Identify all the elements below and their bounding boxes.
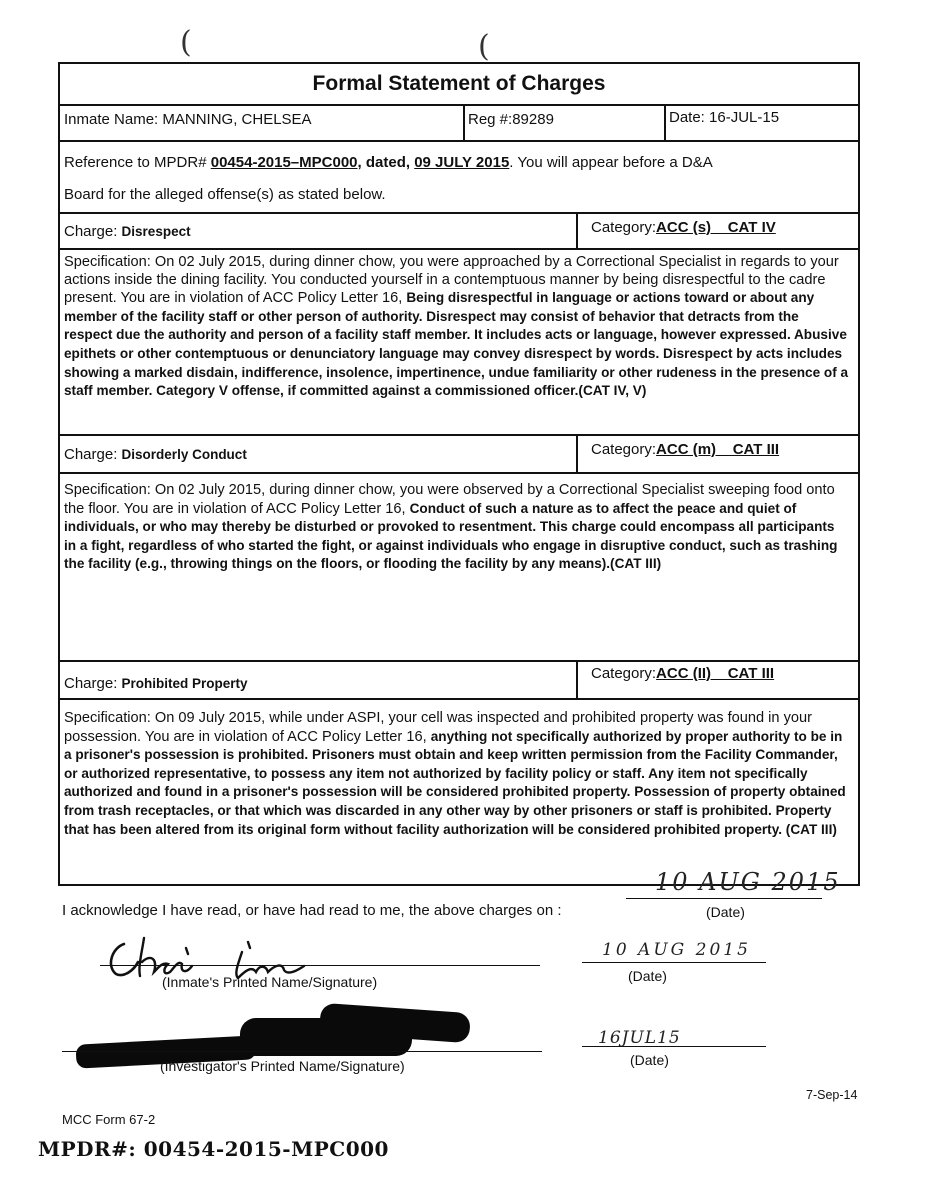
acknowledgement-text: I acknowledge I have read, or have had read to me, the above charges on : [62, 902, 562, 919]
acknowledgement-date: 10 AUG 2015 [655, 868, 841, 896]
category-label: Category: [591, 219, 657, 236]
mpdr-number: 00454-2015–MPC000 [210, 154, 358, 171]
inmate-name: Inmate Name: MANNING, CHELSEA [64, 111, 312, 128]
category-value: ACC (m) CAT III [656, 441, 780, 458]
spec-plain: Specification: On 09 July 2015, while under ASPI, your cell was inspected and prohibited property was found in your possession. You are in violation of ACC Policy Letter 16, [64, 710, 812, 745]
reference-prefix: Reference to MPDR# [64, 154, 211, 171]
statement-date: Date: 16-JUL-15 [669, 109, 780, 126]
category-label: Category: [591, 665, 657, 682]
investigator-signature-line [62, 1051, 542, 1052]
header-row [60, 106, 858, 142]
acknowledgement-date-label: (Date) [706, 904, 745, 920]
charge-1 [64, 223, 191, 240]
category-label: Category: [591, 441, 657, 458]
charge-row-3 [60, 662, 858, 700]
spec-plain: Specification: On 02 July 2015, during dinner chow, you were observed by a Correctional Specialist sweeping food onto the floor. You are in violation of ACC Policy Letter 16, [64, 482, 835, 517]
reference-line [64, 154, 713, 171]
acknowledgement-date-line [626, 898, 822, 899]
inmate-date-label: (Date) [628, 968, 667, 984]
charge-name: Prohibited Property [121, 676, 248, 691]
category-value: ACC (II) CAT III [656, 665, 775, 682]
charge-row-2 [60, 436, 858, 474]
category-2 [591, 441, 779, 458]
specification-text [64, 254, 850, 401]
charge-name: Disrespect [121, 224, 191, 239]
investigator-date-label: (Date) [630, 1052, 669, 1068]
investigator-date-line [582, 1046, 766, 1047]
charge-3 [64, 675, 248, 692]
title-row [60, 64, 858, 106]
reference-date: 09 JULY 2015 [414, 154, 510, 171]
inmate-signature-label: (Inmate's Printed Name/Signature) [162, 974, 378, 990]
investigator-date: 16JUL15 [598, 1028, 681, 1048]
form-number: MCC Form 67-2 [62, 1112, 156, 1127]
specification-3 [60, 700, 858, 886]
specification-text [64, 710, 850, 839]
category-value: ACC (s) CAT IV [656, 219, 776, 236]
reference-row [60, 142, 858, 214]
reference-line-2: Board for the alleged offense(s) as stated below. [64, 186, 386, 203]
punch-mark-left: ( [180, 25, 192, 60]
revision-date: 7-Sep-14 [806, 1088, 858, 1102]
charge-row-1 [60, 214, 858, 250]
category-1 [591, 219, 776, 236]
spec-policy: Conduct of such a nature as to affect the peace and quiet of individuals, or who may thereby be disturbed or provoked to resentment. This charge could encompass all participants in a fight, regardless of who started the fight, or against individuals who engage in disruptive conduct, such as trashing the facility (e.g., throwing things on the floors, or flooding the facility by any means).(CAT III) [64, 500, 838, 572]
spec-policy: Being disrespectful in language or actions toward or about any member of the facility staff or other person of authority. Disrespect may consist of behavior that detracts from the respect due the authority and person of a facility staff member. It includes acts or language, however expressed. Abusive epithets or other contemptuous or denunciatory language may convey disrespect by words. Disrespect by acts includes showing a marked disdain, indifference, insolence, impertinence, undue familiarity or other rudeness in the presence of a staff member. Category V offense, if committed against a commissioned officer.(CAT IV, V) [64, 290, 849, 399]
mpdr-stamp: MPDR#: 00454-2015-MPC000 [38, 1137, 389, 1161]
specification-1 [60, 250, 858, 436]
charge-label: Charge: [64, 675, 118, 692]
spec-policy: anything not specifically authorized by proper authority to be in a prisoner's possession is prohibited. Prisoners must obtain and keep written permission from the Facility Commander, or authorized representative, to possess any item not authorized by facility policy or staff. Any item not specifically authorized and found in a prisoner's possession will be considered prohibited property. Possession of property obtained from trash receptacles, or that which was discarded in any other way by other prisoners or staff is prohibited. Property that has been altered from its original form without facility authorization will be considered prohibited property. (CAT III) [64, 728, 846, 837]
form-title: Formal Statement of Charges [312, 72, 606, 95]
reference-suffix: . You will appear before a D&A [509, 154, 713, 171]
spec-plain: Specification: On 02 July 2015, during dinner chow, you were approached by a Correctional Specialist in regards to your actions inside the dining facility. You conducted yourself in a contemptuous manner by being disrespectful to the cadre present. You are in violation of ACC Policy Letter 16, [64, 254, 839, 307]
charge-label: Charge: [64, 223, 118, 240]
dated-label: , dated, [357, 154, 411, 171]
charge-label: Charge: [64, 446, 118, 463]
punch-mark-right: ( [478, 29, 490, 64]
inmate-date: 10 AUG 2015 [602, 940, 751, 960]
charge-name: Disorderly Conduct [121, 447, 247, 462]
charges-form [58, 62, 860, 886]
category-3 [591, 665, 774, 682]
inmate-date-line [582, 962, 766, 963]
inmate-signature-line [100, 965, 540, 966]
charge-2 [64, 446, 247, 463]
specification-text [64, 482, 850, 574]
investigator-signature-label: (Investigator's Printed Name/Signature) [160, 1058, 405, 1074]
reg-number: Reg #:89289 [468, 111, 554, 128]
specification-2 [60, 474, 858, 662]
